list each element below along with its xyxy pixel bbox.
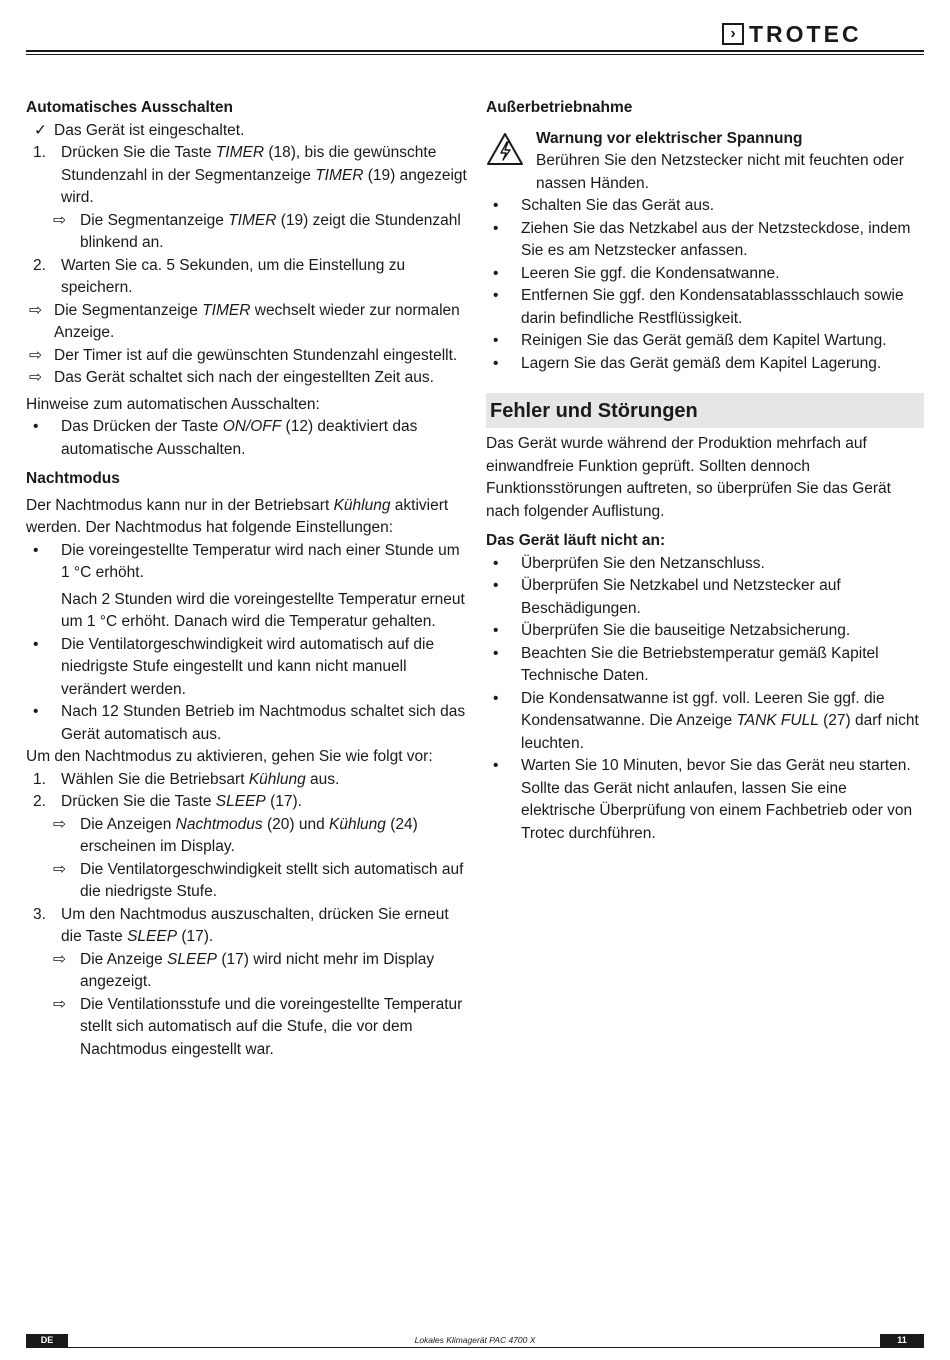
- bullet-text: Das Drücken der Taste ON/OFF (12) deaktiviert das automatische Ausschalten.: [61, 418, 418, 458]
- warning-title: Warnung vor elektrischer Spannung: [536, 129, 803, 147]
- result-text: Die Segmentanzeige TIMER wechselt wieder zur normalen Anzeige.: [54, 301, 460, 341]
- result-arrow-icon: ⇨: [53, 995, 66, 1013]
- step-text: Drücken Sie die Taste TIMER (18), bis die gewünschte Stundenzahl in der Segmentanzeige TIMER (19) angezeigt wird.: [61, 144, 467, 206]
- bullet-text: Beachten Sie die Betriebstemperatur gemäß Kapitel Technische Daten.: [521, 644, 879, 684]
- header-rule: [26, 50, 924, 52]
- bullet-text: Schalten Sie das Gerät aus.: [521, 197, 715, 214]
- bullet-item: [486, 643, 924, 688]
- check-icon: ✓: [34, 121, 47, 139]
- result-text: Die Anzeigen Nachtmodus (20) und Kühlung (24) erscheinen im Display.: [80, 815, 418, 855]
- bullet-icon: •: [493, 287, 499, 304]
- activate-title: Um den Nachtmodus zu aktivieren, gehen Sie wie folgt vor:: [26, 748, 433, 765]
- bullet-icon: •: [493, 689, 499, 707]
- result-arrow-icon: ⇨: [53, 815, 66, 833]
- step-text: Drücken Sie die Taste SLEEP (17).: [61, 793, 302, 810]
- bullet-item: [26, 634, 468, 702]
- result-text: Die Segmentanzeige TIMER (19) zeigt die Stundenzahl blinkend an.: [80, 211, 461, 251]
- trotec-logo: [722, 21, 862, 47]
- bullet-item: [486, 620, 924, 643]
- header-rule-thin: [26, 54, 924, 55]
- warning-text: Berühren Sie den Netzstecker nicht mit feuchten oder nassen Händen.: [536, 152, 904, 192]
- bullet-text: Die Kondensatwanne ist ggf. voll. Leeren Sie ggf. die Kondensatwanne. Die Anzeige TANK FULL (27) darf nicht leuchten.: [521, 689, 919, 752]
- bullet-item: [486, 553, 924, 576]
- bullet-text: Nach 12 Stunden Betrieb im Nachtmodus schaltet sich das Gerät automatisch aus.: [61, 703, 466, 743]
- bullet-item: [486, 755, 924, 845]
- step-item: [26, 142, 468, 210]
- result-item: [26, 210, 468, 255]
- section-heading-faults: Fehler und Störungen: [486, 393, 924, 428]
- logo-text: TROTEC: [749, 20, 862, 47]
- bullet-text: Reinigen Sie das Gerät gemäß dem Kapitel Wartung.: [521, 332, 887, 349]
- result-arrow-icon: ⇨: [29, 369, 42, 386]
- bullet-text: Überprüfen Sie die bauseitige Netzabsicherung.: [521, 622, 851, 639]
- result-item: [26, 949, 468, 994]
- bullet-item: [486, 263, 924, 286]
- bullet-text: Die voreingestellte Temperatur wird nach einer Stunde um 1 °C erhöht. Nach 2 Stunden wird die voreingestellte Temperatur erneut um 1 °C erhöht. Danach wird die Temperatur gehalten.: [61, 541, 465, 630]
- result-arrow-icon: ⇨: [29, 301, 42, 319]
- step-item: [26, 904, 468, 949]
- bullet-icon: •: [493, 264, 499, 282]
- result-item: [26, 814, 468, 859]
- footer-document-title: Lokales Klimagerät PAC 4700 X: [414, 1335, 536, 1345]
- bullet-text: Ziehen Sie das Netzkabel aus der Netzsteckdose, indem Sie es am Netzstecker anfassen.: [521, 219, 911, 259]
- step-item: [26, 255, 468, 300]
- bullet-text: Warten Sie 10 Minuten, bevor Sie das Gerät neu starten. Sollte das Gerät nicht anlaufen, lassen Sie eine elektrische Überprüfung von einem Fachbetrieb oder von Trotec durchführen.: [521, 757, 913, 842]
- bullet-icon: •: [493, 622, 499, 639]
- bullet-text: Lagern Sie das Gerät gemäß dem Kapitel Lagerung.: [521, 354, 882, 372]
- bullet-item: [26, 416, 468, 461]
- bullet-item: [486, 195, 924, 218]
- page-header: [0, 0, 950, 60]
- bullet-text: Überprüfen Sie den Netzanschluss.: [521, 554, 765, 572]
- step-item: [26, 769, 468, 792]
- bullet-icon: •: [493, 197, 499, 214]
- check-item-text: Das Gerät ist eingeschaltet.: [54, 121, 245, 139]
- bullet-item: [486, 330, 924, 353]
- footer-page-number: 11: [880, 1334, 924, 1347]
- page-footer: [26, 1334, 924, 1348]
- step-text: Wählen Sie die Betriebsart Kühlung aus.: [61, 770, 340, 788]
- section-heading-night-mode: Nachtmodus: [26, 470, 120, 487]
- night-intro: Der Nachtmodus kann nur in der Betriebsart Kühlung aktiviert werden. Der Nachtmodus hat folgende Einstellungen:: [26, 496, 449, 536]
- bullet-item: [486, 688, 924, 756]
- bullet-item: [486, 575, 924, 620]
- step-number: 1.: [33, 144, 46, 161]
- step-number: 3.: [33, 905, 46, 923]
- result-text: Das Gerät schaltet sich nach der eingestellten Zeit aus.: [54, 369, 434, 386]
- result-text: Die Ventilationsstufe und die voreingestellte Temperatur stellt sich automatisch auf die Stufe, die vor dem Nachtmodus eingestellt war.: [80, 995, 463, 1058]
- bullet-icon: •: [493, 554, 499, 572]
- step-number: 2.: [33, 793, 46, 810]
- hints-title: Hinweise zum automatischen Ausschalten:: [26, 395, 320, 413]
- result-arrow-icon: ⇨: [53, 860, 66, 878]
- bullet-icon: •: [493, 644, 499, 662]
- bullet-item: [486, 285, 924, 330]
- subheading-not-starting: Das Gerät läuft nicht an:: [486, 532, 666, 549]
- result-arrow-icon: ⇨: [53, 211, 66, 229]
- result-item: [26, 859, 468, 904]
- bullet-icon: •: [493, 332, 499, 349]
- electrical-warning-icon: [486, 128, 536, 196]
- step-number: 2.: [33, 256, 46, 274]
- step-text: Warten Sie ca. 5 Sekunden, um die Einstellung zu speichern.: [61, 256, 406, 296]
- logo-chevron-icon: ›: [722, 23, 744, 45]
- step-item: [26, 791, 468, 814]
- bullet-item: [26, 540, 468, 634]
- result-arrow-icon: ⇨: [53, 950, 66, 968]
- bullet-item: [486, 353, 924, 376]
- bullet-icon: •: [33, 635, 39, 653]
- bullet-icon: •: [493, 577, 499, 594]
- result-item: [26, 345, 468, 368]
- warning-block: [486, 128, 924, 196]
- bullet-text: Die Ventilatorgeschwindigkeit wird automatisch auf die niedrigste Stufe eingestellt und kann nicht manuell verändert werden.: [61, 635, 435, 698]
- result-item: [26, 994, 468, 1062]
- section-heading-decommission: Außerbetriebnahme: [486, 99, 633, 116]
- step-text: Um den Nachtmodus auszuschalten, drücken Sie erneut die Taste SLEEP (17).: [61, 905, 449, 945]
- bullet-text: Leeren Sie ggf. die Kondensatwanne.: [521, 264, 780, 282]
- result-text: Die Ventilatorgeschwindigkeit stellt sich automatisch auf die niedrigste Stufe.: [80, 860, 464, 900]
- bullet-icon: •: [493, 219, 499, 237]
- result-item: [26, 300, 468, 345]
- step-number: 1.: [33, 770, 46, 788]
- bullet-icon: •: [493, 757, 499, 774]
- result-text: Der Timer ist auf die gewünschten Stundenzahl eingestellt.: [54, 346, 458, 364]
- check-item: [26, 120, 468, 143]
- result-text: Die Anzeige SLEEP (17) wird nicht mehr im Display angezeigt.: [80, 950, 435, 990]
- faults-intro: Das Gerät wurde während der Produktion mehrfach auf einwandfreie Funktion geprüft. Sollten dennoch Funktionsstörungen auftreten, so überprüfen Sie das Gerät nach folgender Auflistung.: [486, 435, 891, 520]
- bullet-item: [486, 218, 924, 263]
- bullet-text: Entfernen Sie ggf. den Kondensatablassschlauch sowie darin befindliche Restflüssigkeit.: [521, 287, 904, 327]
- footer-language-badge: DE: [26, 1334, 68, 1347]
- bullet-text: Überprüfen Sie Netzkabel und Netzstecker auf Beschädigungen.: [521, 577, 841, 617]
- right-column: [486, 97, 924, 845]
- result-arrow-icon: ⇨: [29, 346, 42, 364]
- left-column: [26, 97, 468, 1061]
- result-item: [26, 367, 468, 390]
- bullet-icon: •: [493, 354, 499, 372]
- bullet-icon: •: [33, 541, 39, 559]
- bullet-item: [26, 701, 468, 746]
- bullet-icon: •: [33, 418, 39, 435]
- bullet-icon: •: [33, 703, 39, 720]
- section-heading-auto-off: Automatisches Ausschalten: [26, 99, 234, 116]
